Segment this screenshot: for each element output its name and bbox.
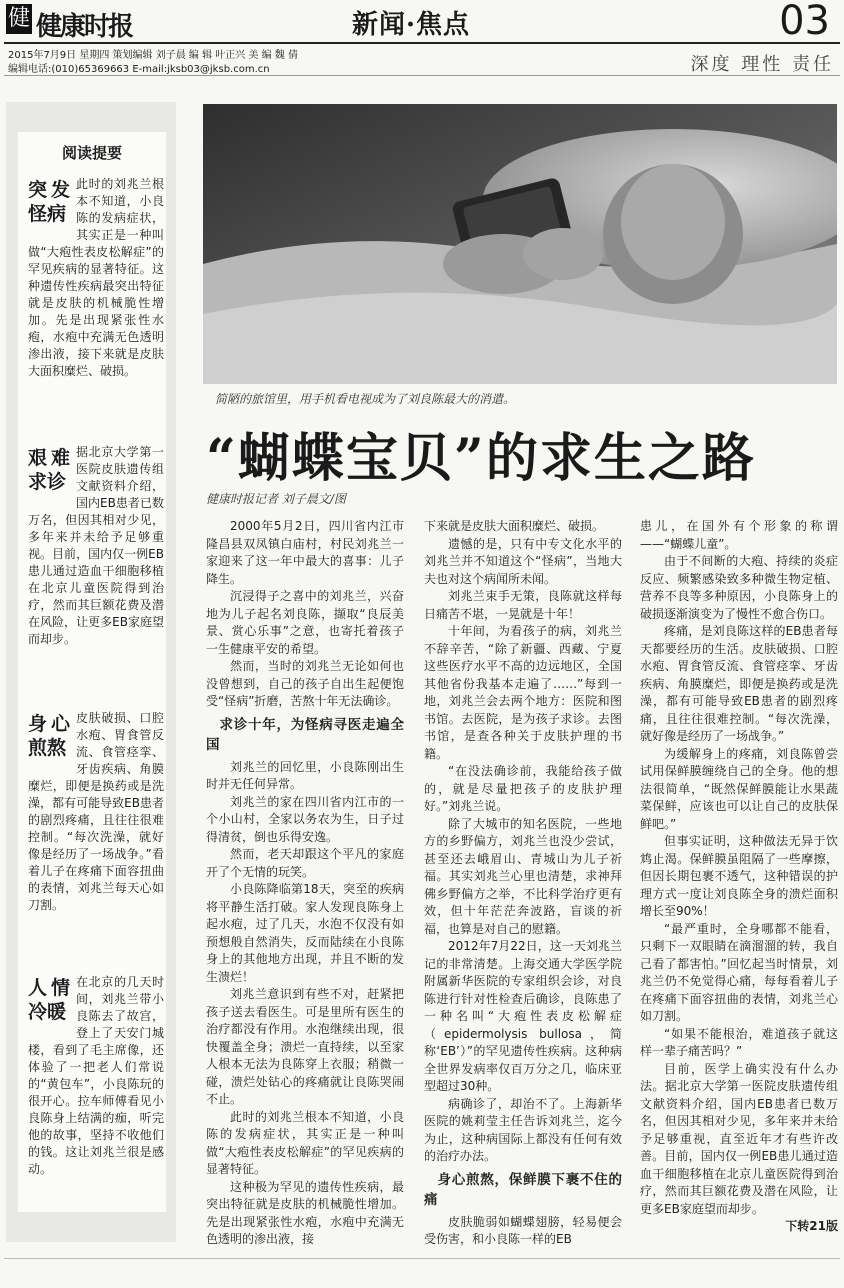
article-paragraph: 但事实证明，这种做法无异于饮鸩止渴。保鲜膜虽阻隔了一些摩擦，但因长期包裹不透气，这种错误的护理方式一度让刘良陈全身的溃烂面积增长至90%！ bbox=[640, 834, 838, 918]
photo-illustration bbox=[203, 104, 837, 384]
section-slogan: 深度 理性 责任 bbox=[690, 54, 834, 75]
summary-item bbox=[28, 710, 164, 914]
photo-caption: 简陋的旅馆里，用手机看电视成为了刘良陈最大的消遣。 bbox=[215, 392, 516, 406]
article-paragraph: 下来就是皮肤大面积糜烂、破损。 bbox=[424, 519, 605, 533]
summary-item-body: 此时的刘兆兰根本不知道，小良陈的发病症状，其实正是一种叫做“大疱性表皮松解症”的罕见疾病的显著特征。这种遗传性疾病最突出特征就是皮肤的机械脆性增加。先是出现紧张性水疱，水疱中充满无色透明渗出液，接下来就是皮肤大面积糜烂、破损。 bbox=[28, 177, 164, 378]
summary-item-body: 据北京大学第一医院皮肤遗传组文献资料介绍，国内EB患者已数万名，但因其相对少见，多年来并未给予足够重视。目前，国内仅一例EB患儿通过造血干细胞移植在北京儿童医院得到治疗，然而其巨额花费及潜在风险，让更多EB家庭望而却步。 bbox=[28, 445, 164, 646]
article-column-1 bbox=[206, 518, 404, 1249]
article-byline: 健康时报记者 刘子晨文/图 bbox=[206, 492, 346, 506]
article-paragraph: 疼痛，是刘良陈这样的EB患者每天都要经历的生活。皮肤破损、口腔水疱、胃食管反流、食管痉挛、牙齿疾病、角膜糜烂，即便是换药或是洗澡，都有可能导致EB患者的剧烈疼痛，且往往很难控制。“每次洗澡，就好像是经历了一场战争。” bbox=[640, 624, 838, 743]
article-paragraph: 由于不间断的大疱、持续的炎症反应、频繁感染致多种微生物定植、营养不良等多种原因，小良陈身上的破损逐渐演变为了慢性不愈合伤口。 bbox=[640, 554, 838, 621]
article-paragraph: 小良陈降临第18天，突至的疾病将平静生活打破。家人发现良陈身上起水疱，过了几天，水泡不仅没有如预想般自然消失，反而陆续在小良陈身上的其他地方出现，并且不断的发生溃烂！ bbox=[206, 882, 404, 984]
summary-item-body: 在北京的几天时间，刘兆兰带小良陈去了故宫，登上了天安门城楼，看到了毛主席像，还体验了一把老人们常说的“黄包车”，小良陈玩的很开心。拉车师傅看见小良陈身上结满的痂，听完他的故事，坚持不收他们的钱。这让刘兆兰很是感动。 bbox=[28, 975, 164, 1176]
page-number: 03 bbox=[779, 0, 830, 44]
issue-meta: 2015年7月9日 星期四 策划编辑 刘子晨 编 辑 叶正兴 美 编 魏 倩 bbox=[8, 50, 298, 61]
article-paragraph: 为缓解身上的疼痛，刘良陈曾尝试用保鲜膜缠绕自己的全身。他的想法很简单，“既然保鲜膜能让水果蔬菜保鲜，应该也可以让自己的皮肤保鲜吧。” bbox=[640, 746, 838, 831]
article-paragraph: 2000年5月2日，四川省内江市隆昌县双凤镇白庙村，村民刘兆兰一家迎来了这一年中最大的喜事：儿子降生。 bbox=[206, 519, 404, 586]
summary-item-head: 艰难求诊 bbox=[28, 447, 70, 493]
article-paragraph: “在没法确诊前，我能给孩子做的，就是尽量把孩子的皮肤护理好。”刘兆兰说。 bbox=[424, 764, 622, 813]
summary-item-body: 皮肤破损、口腔水疱、胃食管反流、食管痉挛、牙齿疾病、角膜糜烂，即便是换药或是洗澡，都有可能导致EB患者的剧烈疼痛，且往往很难控制。“每次洗澡，就好像是经历了一场战争。”看着儿子在疼痛下面容扭曲的表情，刘兆兰每天心如刀割。 bbox=[28, 711, 164, 912]
summary-item bbox=[28, 444, 164, 648]
article-subheading: 身心煎熬，保鲜膜下裹不住的痛 bbox=[424, 1171, 622, 1208]
article-paragraph: 刘兆兰的回忆里，小良陈刚出生时并无任何异常。 bbox=[206, 759, 404, 791]
article-paragraph: 遗憾的是，只有中专文化水平的刘兆兰并不知道这个“怪病”，当地大夫也对这个病闻所未闻。 bbox=[424, 536, 622, 586]
summary-item bbox=[28, 176, 164, 380]
summary-item-head: 突发怪病 bbox=[28, 179, 70, 225]
article-paragraph: 目前，医学上确实没有什么办法。据北京大学第一医院皮肤遗传组文献资料介绍，国内EB患者已数万名，但因其相对少见，多年来并未给予足够重视，直至近年才有些许改善。目前，国内仅一例EB患儿通过造血干细胞移植在北京儿童医院得到治疗，然而其巨额花费及潜在风险，让更多EB家庭望而却步。 bbox=[640, 1061, 838, 1216]
article-paragraph: 除了大城市的知名医院，一些地方的乡野偏方，刘兆兰也没少尝试，甚至还去峨眉山、青城山为儿子祈福。其实刘兆兰心里也清楚，求神拜佛乡野偏方之举，不比科学治疗更有效，但十年茫茫奔波路，盲谈的祈福，也算是对自己的慰籍。 bbox=[424, 816, 622, 936]
article-paragraph: 然而，老天却跟这个平凡的家庭开了个无情的玩笑。 bbox=[206, 847, 404, 879]
sidebar-panel bbox=[18, 132, 166, 1212]
logo-mark: 健 bbox=[6, 4, 32, 34]
article-paragraph: “最严重时，全身哪都不能看，只剩下一双眼睛在滴溜溜的转，我自己看了都害怕。”回忆起当时情景，刘兆兰仍不免觉得心痛，每每看着儿子在疼痛下面容扭曲的表情，刘兆兰心如刀割。 bbox=[640, 921, 838, 1023]
article-column-3 bbox=[640, 518, 838, 1236]
article-column-2 bbox=[424, 518, 622, 1249]
article-headline: “蝴蝶宝贝”的求生之路 bbox=[206, 428, 756, 489]
article-paragraph: 刘兆兰意识到有些不对，赶紧把孩子送去看医生。可是里所有医生的治疗都没有作用。水泡继续出现，很快覆盖全身；溃烂一直持续，以至家人根本无法为良陈穿上衣服；稍微一碰，溃烂处钻心的疼痛就让良陈哭闹不止。 bbox=[206, 987, 404, 1106]
article-paragraph: 十年间，为看孩子的病，刘兆兰不辞辛苦，“除了新疆、西藏、宁夏这些医疗水平不高的边远地区，全国其他省份我基本走遍了……”每到一地，刘兆兰会去两个地方：医院和图书馆。去医院，是为孩子求诊。去图书馆，是查各种关于皮肤护理的书籍。 bbox=[424, 624, 622, 761]
article-paragraph: 患儿，在国外有个形象的称谓——“蝴蝶儿童”。 bbox=[640, 519, 838, 551]
footer-rule bbox=[4, 1258, 840, 1259]
editor-contact: 编辑电话:(010)65369663 E-mail:jksb03@jksb.com.cn bbox=[8, 64, 270, 75]
continued-note: 下转21版 bbox=[785, 1219, 838, 1233]
summary-item-head: 人情冷暖 bbox=[28, 977, 70, 1023]
summary-item-head: 身心煎熬 bbox=[28, 713, 70, 759]
article-paragraph: 刘兆兰的家在四川省内江市的一个小山村，全家以务农为生，日子过得清贫，倒也乐得安逸。 bbox=[206, 794, 404, 844]
article-paragraph: 病确诊了，却治不了。上海新华医院的姚莉莹主任告诉刘兆兰，迄今为止，这种病国际上都没有任何有效的治疗办法。 bbox=[424, 1096, 622, 1163]
article-paragraph: 皮肤脆弱如蝴蝶翅膀，轻易便会受伤害，和小良陈一样的EB bbox=[424, 1214, 622, 1246]
summary-item bbox=[28, 974, 164, 1178]
sidebar-title: 阅读提要 bbox=[61, 144, 122, 162]
article-paragraph: 沉浸得子之喜中的刘兆兰，兴奋地为儿子起名刘良陈，撷取“良辰美景、赏心乐事”之意，也寄托着孩子一生健康平安的希望。 bbox=[206, 589, 404, 656]
article-paragraph: 刘兆兰束手无策，良陈就这样每日痛苦不堪，一晃就是十年！ bbox=[424, 589, 622, 621]
article-paragraph: 然而，当时的刘兆兰无论如何也没曾想到，自己的孩子自出生起便饱受“怪病”折磨，苦熬十年无法确诊。 bbox=[206, 659, 404, 708]
article-paragraph: 2012年7月22日，这一天刘兆兰记的非常清楚。上海交通大学医学院附属新华医院的专家组织会诊，对良陈进行针对性检查后确诊，良陈患了一种名叫“大疱性表皮松解症（epidermolysis bullosa，简称‘EB’）”的罕见遗传性疾病。这种病全世界发病率仅百万分之几，临床亚型超过30种。 bbox=[424, 939, 622, 1093]
news-photo bbox=[203, 104, 837, 384]
section-title: 新闻·焦点 bbox=[352, 10, 471, 40]
newspaper-logo: 健康时报 bbox=[36, 12, 133, 42]
meta-rule bbox=[4, 75, 840, 76]
masthead bbox=[0, 0, 844, 48]
article-paragraph: “如果不能根治，难道孩子就这样一辈子痛苦吗？” bbox=[640, 1026, 838, 1058]
header-rule bbox=[4, 42, 840, 44]
reading-summary-sidebar bbox=[6, 102, 176, 1242]
article-subheading: 求诊十年，为怪病寻医走遍全国 bbox=[206, 716, 404, 753]
article-paragraph: 这种极为罕见的遗传性疾病，最突出特征就是皮肤的机械脆性增加。先是出现紧张性水疱，水疱中充满无色透明的渗出液，接 bbox=[206, 1179, 404, 1246]
article-paragraph: 此时的刘兆兰根本不知道，小良陈的发病症状，其实正是一种叫做“大疱性表皮松解症”的罕见疾病的显著特征。 bbox=[206, 1109, 404, 1176]
